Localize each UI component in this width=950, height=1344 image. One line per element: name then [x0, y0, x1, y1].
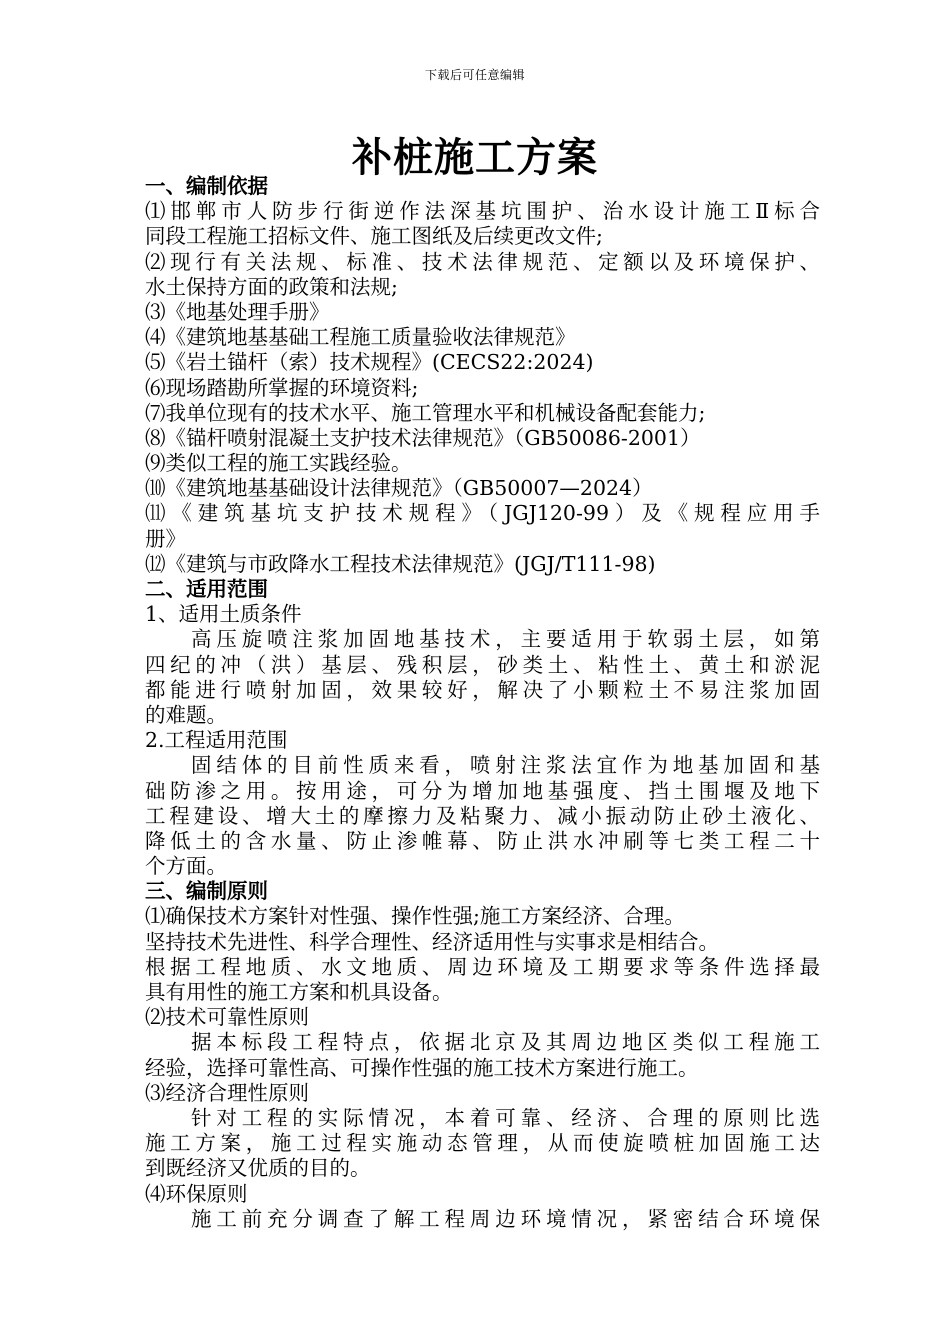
body-line: 工程建设、增大土的摩擦力及粘聚力、减小振动防止砂土液化、: [145, 803, 820, 828]
section-heading: 二、适用范围: [145, 577, 268, 601]
body-line: 固结体的目前性质来看，喷射注浆法宜作为地基加固和基: [191, 753, 820, 778]
body-line: ⑻《锚杆喷射混凝土支护技术法律规范》（GB50086-2001）: [145, 425, 701, 450]
body-line: ⑴确保技术方案针对性强、操作性强;施工方案经济、合理。: [145, 904, 685, 929]
body-line: ⑿《建筑与市政降水工程技术法律规范》(JGJ/T111-98): [145, 551, 656, 576]
body-line: 施工前充分调查了解工程周边环境情况，紧密结合环境保: [191, 1206, 820, 1231]
body-line: 水土保持方面的政策和法规;: [145, 274, 398, 299]
body-line: 针对工程的实际情况，本着可靠、经济、合理的原则比选: [191, 1105, 820, 1130]
body-line: ⑴邯郸市人防步行街逆作法深基坑围护、治水设计施工Ⅱ标合: [145, 199, 820, 224]
body-line: ⑸《岩土锚杆（索）技术规程》(CECS22:2024): [145, 350, 594, 375]
body-line: 坚持技术先进性、科学合理性、经济适用性与实事求是相结合。: [145, 929, 719, 954]
body-line: ⑽《建筑地基基础设计法律规范》（GB50007—2024）: [145, 476, 653, 501]
document-body: [145, 174, 820, 1232]
document-title: 补桩施工方案: [352, 135, 598, 181]
body-line: 根据工程地质、水文地质、周边环境及工期要求等条件选择最: [145, 954, 820, 979]
body-line: ⑵现行有关法规、标准、技术法律规范、定额以及环境保护、: [145, 249, 820, 274]
body-line: ⑷《建筑地基基础工程施工质量验收法律规范》: [145, 325, 576, 350]
body-line: 的难题。: [145, 702, 227, 727]
body-line: 2.工程适用范围: [145, 728, 288, 753]
body-line: ⑺我单位现有的技术水平、施工管理水平和机械设备配套能力;: [145, 400, 706, 425]
body-line: ⑵技术可靠性原则: [145, 1005, 309, 1030]
section-heading: 三、编制原则: [145, 879, 268, 904]
section-heading: 一、编制依据: [145, 174, 268, 198]
body-line: ⑼类似工程的施工实践经验。: [145, 451, 412, 476]
body-line: 据本标段工程特点，依据北京及其周边地区类似工程施工: [191, 1030, 820, 1055]
body-line: 高压旋喷注浆加固地基技术，主要适用于软弱土层，如第: [191, 627, 820, 652]
body-line: ⑾《建筑基坑支护技术规程》（JGJ120-99）及《规程应用手: [145, 501, 820, 526]
body-line: ⑶经济合理性原则: [145, 1080, 309, 1105]
body-line: 到既经济又优质的目的。: [145, 1156, 371, 1181]
body-line: ⑶《地基处理手册》: [145, 299, 330, 324]
body-line: ⑷环保原则: [145, 1181, 248, 1206]
body-line: 1、适用土质条件: [145, 602, 302, 627]
body-line: 具有用性的施工方案和机具设备。: [145, 980, 453, 1004]
body-line: 个方面。: [145, 854, 227, 879]
body-line: 都能进行喷射加固，效果较好，解决了小颗粒土不易注浆加固: [145, 677, 820, 702]
body-line: ⑹现场踏勘所掌握的环境资料;: [145, 375, 419, 400]
page-header: 下载后可任意编辑: [424, 68, 525, 82]
body-line: 四纪的冲（洪）基层、残积层，砂类土、粘性土、黄土和淤泥: [145, 652, 820, 677]
body-line: 降低土的含水量、防止渗帷幕、防止洪水冲刷等七类工程二十: [145, 828, 820, 853]
body-line: 础防渗之用。按用途，可分为增加地基强度、挡土围堰及地下: [145, 778, 820, 803]
body-line: 经验，选择可靠性高、可操作性强的施工技术方案进行施工。: [145, 1055, 699, 1080]
body-line: 施工方案，施工过程实施动态管理，从而使旋喷桩加固施工达: [145, 1131, 820, 1156]
body-line: 同段工程施工招标文件、施工图纸及后续更改文件;: [145, 224, 603, 249]
body-line: 册》: [145, 526, 186, 551]
